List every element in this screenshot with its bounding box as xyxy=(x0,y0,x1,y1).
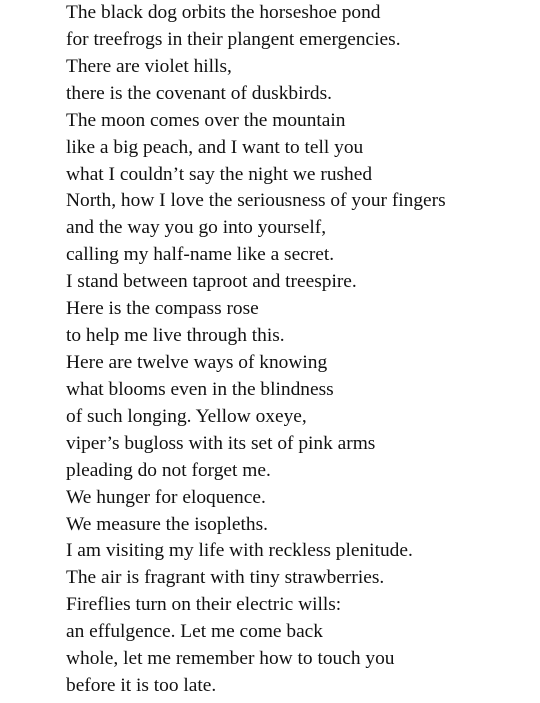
poem-line: whole, let me remember how to touch you xyxy=(66,648,395,670)
poem-line: to help me live through this. xyxy=(66,325,285,347)
poem-line: calling my half-name like a secret. xyxy=(66,244,335,266)
poem-line: an effulgence. Let me come back xyxy=(66,621,323,643)
poem-line: The moon comes over the mountain xyxy=(66,109,346,131)
poem-line: There are violet hills, xyxy=(66,55,232,77)
poem-line: The black dog orbits the horseshoe pond xyxy=(66,2,381,23)
poem-line: I am visiting my life with reckless plenitude. xyxy=(66,540,413,562)
poem-line: before it is too late. xyxy=(66,675,217,697)
poem-line: I stand between taproot and treespire. xyxy=(66,271,357,293)
poem-line: Here are twelve ways of knowing xyxy=(66,351,328,373)
poem-line: what blooms even in the blindness xyxy=(66,378,334,400)
poem-line: for treefrogs in their plangent emergencies. xyxy=(66,28,401,50)
poem-line: We hunger for eloquence. xyxy=(66,486,266,508)
poem-line: there is the covenant of duskbirds. xyxy=(66,82,333,104)
poem-line: pleading do not forget me. xyxy=(66,459,271,481)
poem-line: like a big peach, and I want to tell you xyxy=(66,136,364,158)
poem-line: Fireflies turn on their electric wills: xyxy=(66,594,342,616)
poem-line: Here is the compass rose xyxy=(66,298,259,320)
poem-body xyxy=(66,0,536,700)
poem-line: of such longing. Yellow oxeye, xyxy=(66,405,307,427)
poem-line: viper’s bugloss with its set of pink arms xyxy=(66,432,376,454)
poem-line: We measure the isopleths. xyxy=(66,513,268,535)
poem-line: what I couldn’t say the night we rushed xyxy=(66,163,373,185)
poem-line: North, how I love the seriousness of your fingers xyxy=(66,190,446,212)
poem-line: and the way you go into yourself, xyxy=(66,217,327,239)
poem-line: The air is fragrant with tiny strawberries. xyxy=(66,567,385,589)
